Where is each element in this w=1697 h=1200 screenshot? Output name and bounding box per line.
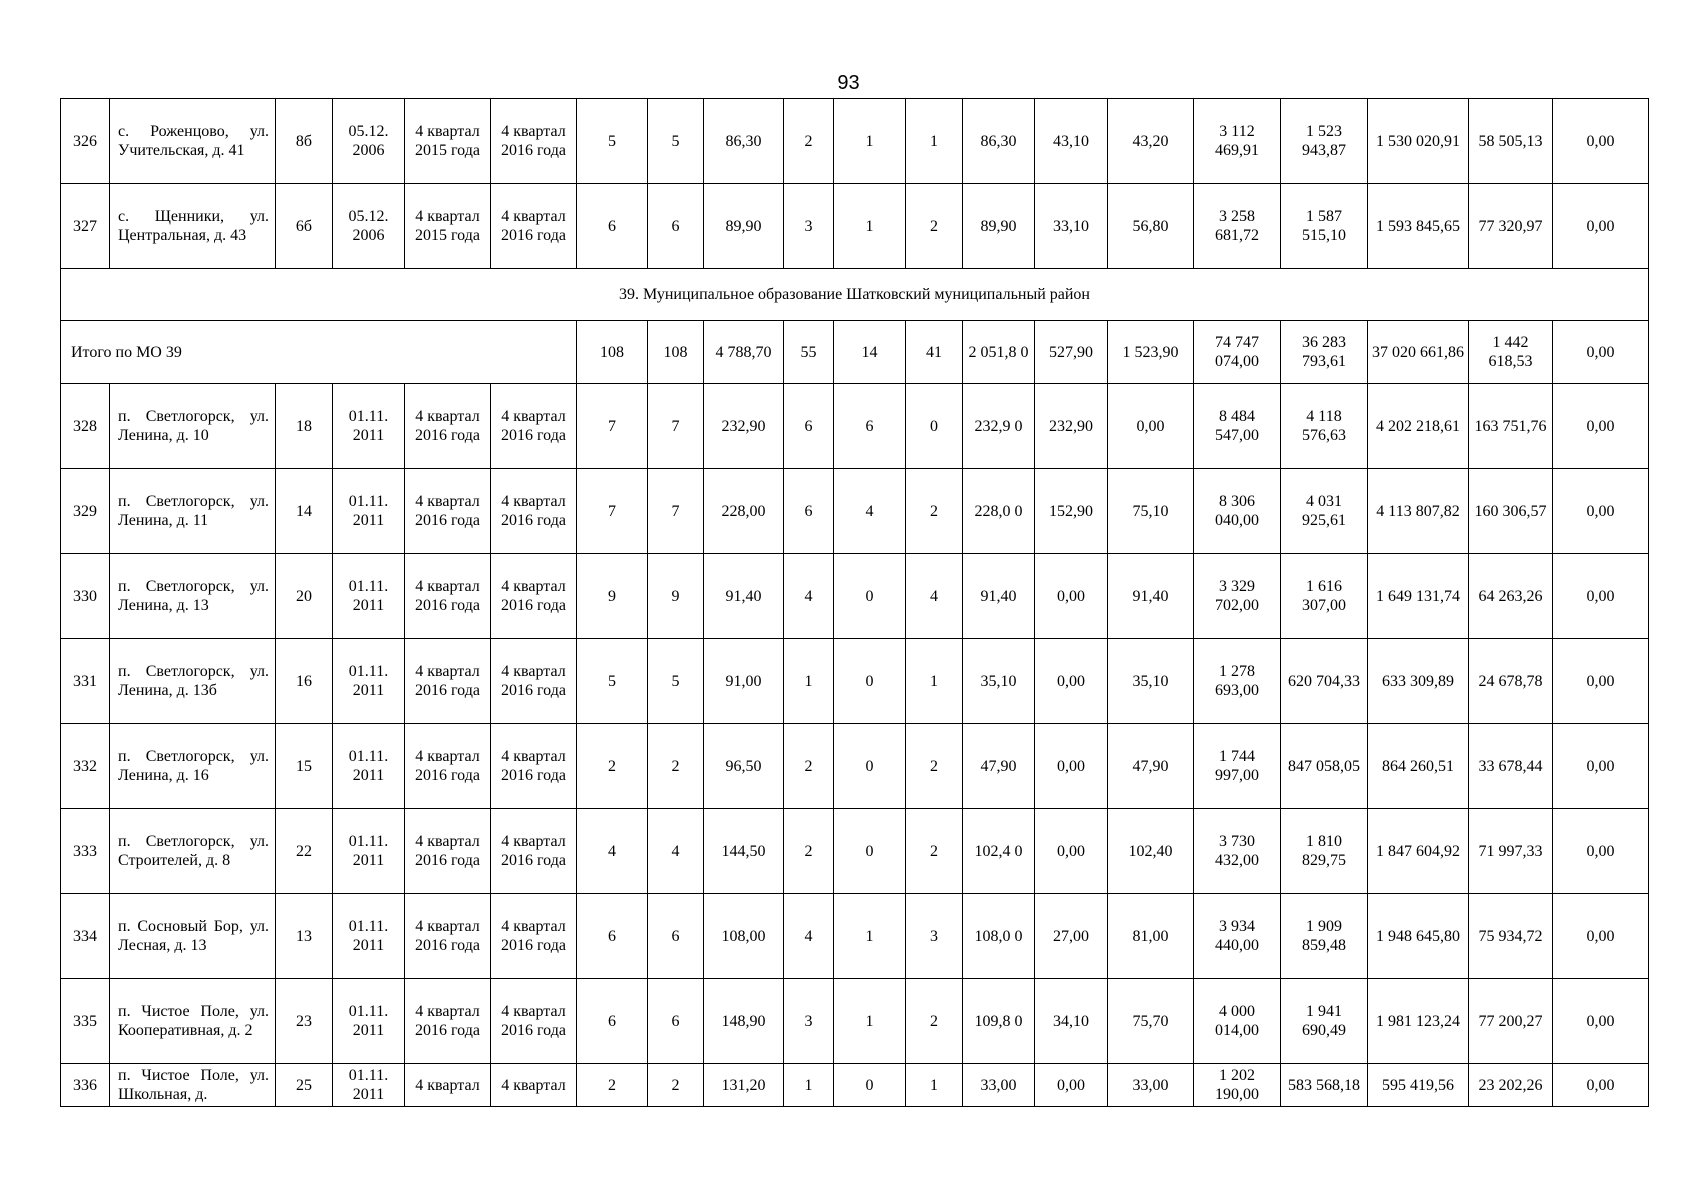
value-cell: 4 bbox=[784, 894, 834, 979]
value-cell: 0 bbox=[834, 1064, 906, 1107]
total-cell: 14 bbox=[834, 321, 906, 384]
value-cell: 1 981 123,24 bbox=[1368, 979, 1469, 1064]
total-cell: 74 747 074,00 bbox=[1194, 321, 1281, 384]
value-cell: 1 202 190,00 bbox=[1194, 1064, 1281, 1107]
value-cell: 0,00 bbox=[1035, 639, 1108, 724]
address-cell: п. Чистое Поле, ул. Кооперативная, д. 2 bbox=[110, 979, 276, 1064]
document-date-cell: 01.11. 2011 bbox=[333, 809, 405, 894]
planned-date-cell: 4 квартал 2016 года bbox=[405, 724, 491, 809]
table-row bbox=[61, 184, 1649, 269]
value-cell: 4 bbox=[834, 469, 906, 554]
value-cell: 0,00 bbox=[1553, 809, 1649, 894]
value-cell: 4 bbox=[648, 809, 704, 894]
row-number: 329 bbox=[61, 469, 110, 554]
value-cell: 9 bbox=[648, 554, 704, 639]
document-number-cell: 14 bbox=[276, 469, 333, 554]
value-cell: 3 bbox=[784, 184, 834, 269]
value-cell: 847 058,05 bbox=[1281, 724, 1368, 809]
row-number: 336 bbox=[61, 1064, 110, 1107]
value-cell: 160 306,57 bbox=[1469, 469, 1553, 554]
address-cell: с. Роженцово, ул. Учительская, д. 41 bbox=[110, 99, 276, 184]
value-cell: 2 bbox=[577, 724, 648, 809]
value-cell: 595 419,56 bbox=[1368, 1064, 1469, 1107]
value-cell: 620 704,33 bbox=[1281, 639, 1368, 724]
value-cell: 0 bbox=[834, 809, 906, 894]
value-cell: 102,4 0 bbox=[963, 809, 1035, 894]
value-cell: 0,00 bbox=[1553, 99, 1649, 184]
value-cell: 33 678,44 bbox=[1469, 724, 1553, 809]
row-number: 326 bbox=[61, 99, 110, 184]
value-cell: 1 587 515,10 bbox=[1281, 184, 1368, 269]
value-cell: 2 bbox=[648, 1064, 704, 1107]
address-cell: п. Светлогорск, ул. Ленина, д. 10 bbox=[110, 384, 276, 469]
row-number: 334 bbox=[61, 894, 110, 979]
table-row bbox=[61, 809, 1649, 894]
value-cell: 35,10 bbox=[963, 639, 1035, 724]
value-cell: 232,90 bbox=[704, 384, 784, 469]
address-cell: п. Светлогорск, ул. Ленина, д. 13 bbox=[110, 554, 276, 639]
value-cell: 7 bbox=[577, 384, 648, 469]
value-cell: 228,0 0 bbox=[963, 469, 1035, 554]
value-cell: 4 113 807,82 bbox=[1368, 469, 1469, 554]
document-date-cell: 01.11. 2011 bbox=[333, 1064, 405, 1107]
address-cell: п. Сосновый Бор, ул. Лесная, д. 13 bbox=[110, 894, 276, 979]
value-cell: 27,00 bbox=[1035, 894, 1108, 979]
table-row bbox=[61, 639, 1649, 724]
value-cell: 24 678,78 bbox=[1469, 639, 1553, 724]
value-cell: 75,10 bbox=[1108, 469, 1194, 554]
value-cell: 4 000 014,00 bbox=[1194, 979, 1281, 1064]
planned-date-cell: 4 квартал 2016 года bbox=[405, 384, 491, 469]
planned-date-cell: 4 квартал 2016 года bbox=[405, 894, 491, 979]
document-number-cell: 25 bbox=[276, 1064, 333, 1107]
value-cell: 1 bbox=[834, 894, 906, 979]
planned-date-cell: 4 квартал 2016 года bbox=[405, 979, 491, 1064]
value-cell: 3 112 469,91 bbox=[1194, 99, 1281, 184]
address-cell: п. Светлогорск, ул. Ленина, д. 13б bbox=[110, 639, 276, 724]
value-cell: 0,00 bbox=[1035, 1064, 1108, 1107]
value-cell: 0,00 bbox=[1035, 724, 1108, 809]
actual-date-cell: 4 квартал 2016 года bbox=[491, 724, 577, 809]
value-cell: 1 941 690,49 bbox=[1281, 979, 1368, 1064]
value-cell: 102,40 bbox=[1108, 809, 1194, 894]
value-cell: 633 309,89 bbox=[1368, 639, 1469, 724]
value-cell: 33,00 bbox=[1108, 1064, 1194, 1107]
value-cell: 89,90 bbox=[963, 184, 1035, 269]
actual-date-cell: 4 квартал 2016 года bbox=[491, 469, 577, 554]
value-cell: 148,90 bbox=[704, 979, 784, 1064]
row-number: 335 bbox=[61, 979, 110, 1064]
total-cell: 4 788,70 bbox=[704, 321, 784, 384]
value-cell: 2 bbox=[784, 809, 834, 894]
planned-date-cell: 4 квартал 2016 года bbox=[405, 554, 491, 639]
value-cell: 0,00 bbox=[1035, 809, 1108, 894]
value-cell: 89,90 bbox=[704, 184, 784, 269]
value-cell: 0 bbox=[834, 554, 906, 639]
table-row bbox=[61, 1064, 1649, 1107]
value-cell: 4 118 576,63 bbox=[1281, 384, 1368, 469]
value-cell: 6 bbox=[577, 184, 648, 269]
value-cell: 163 751,76 bbox=[1469, 384, 1553, 469]
document-date-cell: 01.11. 2011 bbox=[333, 469, 405, 554]
value-cell: 58 505,13 bbox=[1469, 99, 1553, 184]
total-cell: 1 523,90 bbox=[1108, 321, 1194, 384]
value-cell: 5 bbox=[577, 99, 648, 184]
document-date-cell: 01.11. 2011 bbox=[333, 724, 405, 809]
value-cell: 77 320,97 bbox=[1469, 184, 1553, 269]
value-cell: 2 bbox=[906, 809, 963, 894]
value-cell: 9 bbox=[577, 554, 648, 639]
total-cell: 1 442 618,53 bbox=[1469, 321, 1553, 384]
total-row bbox=[61, 321, 1649, 384]
document-number-cell: 20 bbox=[276, 554, 333, 639]
value-cell: 0,00 bbox=[1553, 639, 1649, 724]
value-cell: 96,50 bbox=[704, 724, 784, 809]
value-cell: 0,00 bbox=[1553, 1064, 1649, 1107]
value-cell: 152,90 bbox=[1035, 469, 1108, 554]
planned-date-cell: 4 квартал 2015 года bbox=[405, 99, 491, 184]
document-date-cell: 01.11. 2011 bbox=[333, 979, 405, 1064]
document-date-cell: 05.12. 2006 bbox=[333, 99, 405, 184]
value-cell: 33,10 bbox=[1035, 184, 1108, 269]
section-header-row bbox=[61, 269, 1649, 321]
row-number: 333 bbox=[61, 809, 110, 894]
document-number-cell: 8б bbox=[276, 99, 333, 184]
table-row bbox=[61, 979, 1649, 1064]
value-cell: 108,0 0 bbox=[963, 894, 1035, 979]
planned-date-cell: 4 квартал bbox=[405, 1064, 491, 1107]
value-cell: 3 934 440,00 bbox=[1194, 894, 1281, 979]
page-number: 93 bbox=[837, 72, 860, 94]
value-cell: 2 bbox=[906, 724, 963, 809]
value-cell: 47,90 bbox=[1108, 724, 1194, 809]
value-cell: 1 810 829,75 bbox=[1281, 809, 1368, 894]
actual-date-cell: 4 квартал 2016 года bbox=[491, 554, 577, 639]
value-cell: 1 bbox=[784, 1064, 834, 1107]
total-cell: 37 020 661,86 bbox=[1368, 321, 1469, 384]
row-number: 330 bbox=[61, 554, 110, 639]
table-row bbox=[61, 99, 1649, 184]
value-cell: 91,40 bbox=[963, 554, 1035, 639]
value-cell: 0 bbox=[834, 724, 906, 809]
actual-date-cell: 4 квартал 2016 года bbox=[491, 99, 577, 184]
value-cell: 864 260,51 bbox=[1368, 724, 1469, 809]
table-row bbox=[61, 384, 1649, 469]
value-cell: 91,00 bbox=[704, 639, 784, 724]
value-cell: 33,00 bbox=[963, 1064, 1035, 1107]
value-cell: 144,50 bbox=[704, 809, 784, 894]
value-cell: 2 bbox=[906, 979, 963, 1064]
value-cell: 6 bbox=[648, 184, 704, 269]
document-number-cell: 13 bbox=[276, 894, 333, 979]
document-number-cell: 18 bbox=[276, 384, 333, 469]
document-date-cell: 05.12. 2006 bbox=[333, 184, 405, 269]
value-cell: 1 278 693,00 bbox=[1194, 639, 1281, 724]
value-cell: 232,90 bbox=[1035, 384, 1108, 469]
value-cell: 3 bbox=[784, 979, 834, 1064]
value-cell: 5 bbox=[648, 639, 704, 724]
value-cell: 75 934,72 bbox=[1469, 894, 1553, 979]
value-cell: 35,10 bbox=[1108, 639, 1194, 724]
actual-date-cell: 4 квартал 2016 года bbox=[491, 184, 577, 269]
value-cell: 5 bbox=[648, 99, 704, 184]
row-number: 331 bbox=[61, 639, 110, 724]
value-cell: 1 948 645,80 bbox=[1368, 894, 1469, 979]
actual-date-cell: 4 квартал 2016 года bbox=[491, 809, 577, 894]
value-cell: 23 202,26 bbox=[1469, 1064, 1553, 1107]
section-header: 39. Муниципальное образование Шатковский муниципальный район bbox=[61, 269, 1649, 321]
value-cell: 47,90 bbox=[963, 724, 1035, 809]
value-cell: 86,30 bbox=[963, 99, 1035, 184]
value-cell: 2 bbox=[577, 1064, 648, 1107]
value-cell: 75,70 bbox=[1108, 979, 1194, 1064]
value-cell: 0,00 bbox=[1553, 979, 1649, 1064]
value-cell: 1 909 859,48 bbox=[1281, 894, 1368, 979]
actual-date-cell: 4 квартал 2016 года bbox=[491, 384, 577, 469]
value-cell: 0,00 bbox=[1108, 384, 1194, 469]
value-cell: 77 200,27 bbox=[1469, 979, 1553, 1064]
planned-date-cell: 4 квартал 2016 года bbox=[405, 639, 491, 724]
value-cell: 7 bbox=[648, 469, 704, 554]
total-cell: 55 bbox=[784, 321, 834, 384]
value-cell: 4 bbox=[906, 554, 963, 639]
total-label: Итого по МО 39 bbox=[61, 321, 577, 384]
address-cell: п. Светлогорск, ул. Ленина, д. 16 bbox=[110, 724, 276, 809]
value-cell: 43,10 bbox=[1035, 99, 1108, 184]
document-date-cell: 01.11. 2011 bbox=[333, 554, 405, 639]
actual-date-cell: 4 квартал 2016 года bbox=[491, 979, 577, 1064]
value-cell: 2 bbox=[784, 724, 834, 809]
value-cell: 0,00 bbox=[1553, 894, 1649, 979]
value-cell: 0,00 bbox=[1035, 554, 1108, 639]
value-cell: 1 bbox=[906, 99, 963, 184]
value-cell: 6 bbox=[577, 979, 648, 1064]
value-cell: 8 306 040,00 bbox=[1194, 469, 1281, 554]
document-number-cell: 23 bbox=[276, 979, 333, 1064]
value-cell: 0 bbox=[906, 384, 963, 469]
value-cell: 1 bbox=[906, 639, 963, 724]
actual-date-cell: 4 квартал bbox=[491, 1064, 577, 1107]
value-cell: 4 bbox=[577, 809, 648, 894]
value-cell: 583 568,18 bbox=[1281, 1064, 1368, 1107]
document-number-cell: 6б bbox=[276, 184, 333, 269]
table-row bbox=[61, 894, 1649, 979]
value-cell: 1 bbox=[784, 639, 834, 724]
address-cell: п. Светлогорск, ул. Ленина, д. 11 bbox=[110, 469, 276, 554]
value-cell: 1 bbox=[834, 184, 906, 269]
document-number-cell: 22 bbox=[276, 809, 333, 894]
value-cell: 1 593 845,65 bbox=[1368, 184, 1469, 269]
value-cell: 3 bbox=[906, 894, 963, 979]
value-cell: 1 bbox=[834, 979, 906, 1064]
total-cell: 0,00 bbox=[1553, 321, 1649, 384]
value-cell: 2 bbox=[906, 469, 963, 554]
value-cell: 1 649 131,74 bbox=[1368, 554, 1469, 639]
value-cell: 7 bbox=[648, 384, 704, 469]
total-cell: 527,90 bbox=[1035, 321, 1108, 384]
value-cell: 7 bbox=[577, 469, 648, 554]
housing-register-table bbox=[60, 98, 1649, 1107]
value-cell: 6 bbox=[784, 384, 834, 469]
value-cell: 1 530 020,91 bbox=[1368, 99, 1469, 184]
total-cell: 108 bbox=[648, 321, 704, 384]
value-cell: 0,00 bbox=[1553, 469, 1649, 554]
value-cell: 0,00 bbox=[1553, 724, 1649, 809]
value-cell: 131,20 bbox=[704, 1064, 784, 1107]
row-number: 332 bbox=[61, 724, 110, 809]
actual-date-cell: 4 квартал 2016 года bbox=[491, 639, 577, 724]
total-cell: 108 bbox=[577, 321, 648, 384]
value-cell: 109,8 0 bbox=[963, 979, 1035, 1064]
planned-date-cell: 4 квартал 2016 года bbox=[405, 809, 491, 894]
value-cell: 5 bbox=[577, 639, 648, 724]
table-row bbox=[61, 554, 1649, 639]
value-cell: 0,00 bbox=[1553, 184, 1649, 269]
value-cell: 2 bbox=[648, 724, 704, 809]
value-cell: 1 bbox=[906, 1064, 963, 1107]
value-cell: 0 bbox=[834, 639, 906, 724]
value-cell: 0,00 bbox=[1553, 554, 1649, 639]
value-cell: 64 263,26 bbox=[1469, 554, 1553, 639]
value-cell: 2 bbox=[784, 99, 834, 184]
row-number: 327 bbox=[61, 184, 110, 269]
total-cell: 36 283 793,61 bbox=[1281, 321, 1368, 384]
value-cell: 1 616 307,00 bbox=[1281, 554, 1368, 639]
value-cell: 3 329 702,00 bbox=[1194, 554, 1281, 639]
value-cell: 6 bbox=[784, 469, 834, 554]
total-cell: 41 bbox=[906, 321, 963, 384]
document-date-cell: 01.11. 2011 bbox=[333, 894, 405, 979]
value-cell: 2 bbox=[906, 184, 963, 269]
value-cell: 228,00 bbox=[704, 469, 784, 554]
value-cell: 91,40 bbox=[1108, 554, 1194, 639]
value-cell: 1 523 943,87 bbox=[1281, 99, 1368, 184]
value-cell: 1 847 604,92 bbox=[1368, 809, 1469, 894]
address-cell: п. Чистое Поле, ул. Школьная, д. bbox=[110, 1064, 276, 1107]
value-cell: 8 484 547,00 bbox=[1194, 384, 1281, 469]
value-cell: 86,30 bbox=[704, 99, 784, 184]
value-cell: 6 bbox=[648, 979, 704, 1064]
value-cell: 56,80 bbox=[1108, 184, 1194, 269]
address-cell: с. Щенники, ул. Центральная, д. 43 bbox=[110, 184, 276, 269]
document-date-cell: 01.11. 2011 bbox=[333, 384, 405, 469]
table-row bbox=[61, 469, 1649, 554]
value-cell: 0,00 bbox=[1553, 384, 1649, 469]
actual-date-cell: 4 квартал 2016 года bbox=[491, 894, 577, 979]
value-cell: 3 730 432,00 bbox=[1194, 809, 1281, 894]
value-cell: 1 bbox=[834, 99, 906, 184]
value-cell: 4 bbox=[784, 554, 834, 639]
planned-date-cell: 4 квартал 2015 года bbox=[405, 184, 491, 269]
planned-date-cell: 4 квартал 2016 года bbox=[405, 469, 491, 554]
address-cell: п. Светлогорск, ул. Строителей, д. 8 bbox=[110, 809, 276, 894]
total-cell: 2 051,8 0 bbox=[963, 321, 1035, 384]
value-cell: 6 bbox=[648, 894, 704, 979]
value-cell: 4 202 218,61 bbox=[1368, 384, 1469, 469]
value-cell: 34,10 bbox=[1035, 979, 1108, 1064]
document-date-cell: 01.11. 2011 bbox=[333, 639, 405, 724]
value-cell: 3 258 681,72 bbox=[1194, 184, 1281, 269]
row-number: 328 bbox=[61, 384, 110, 469]
value-cell: 1 744 997,00 bbox=[1194, 724, 1281, 809]
value-cell: 4 031 925,61 bbox=[1281, 469, 1368, 554]
value-cell: 108,00 bbox=[704, 894, 784, 979]
value-cell: 6 bbox=[834, 384, 906, 469]
document-number-cell: 16 bbox=[276, 639, 333, 724]
value-cell: 91,40 bbox=[704, 554, 784, 639]
value-cell: 6 bbox=[577, 894, 648, 979]
value-cell: 43,20 bbox=[1108, 99, 1194, 184]
value-cell: 81,00 bbox=[1108, 894, 1194, 979]
document-number-cell: 15 bbox=[276, 724, 333, 809]
value-cell: 232,9 0 bbox=[963, 384, 1035, 469]
table-row bbox=[61, 724, 1649, 809]
value-cell: 71 997,33 bbox=[1469, 809, 1553, 894]
